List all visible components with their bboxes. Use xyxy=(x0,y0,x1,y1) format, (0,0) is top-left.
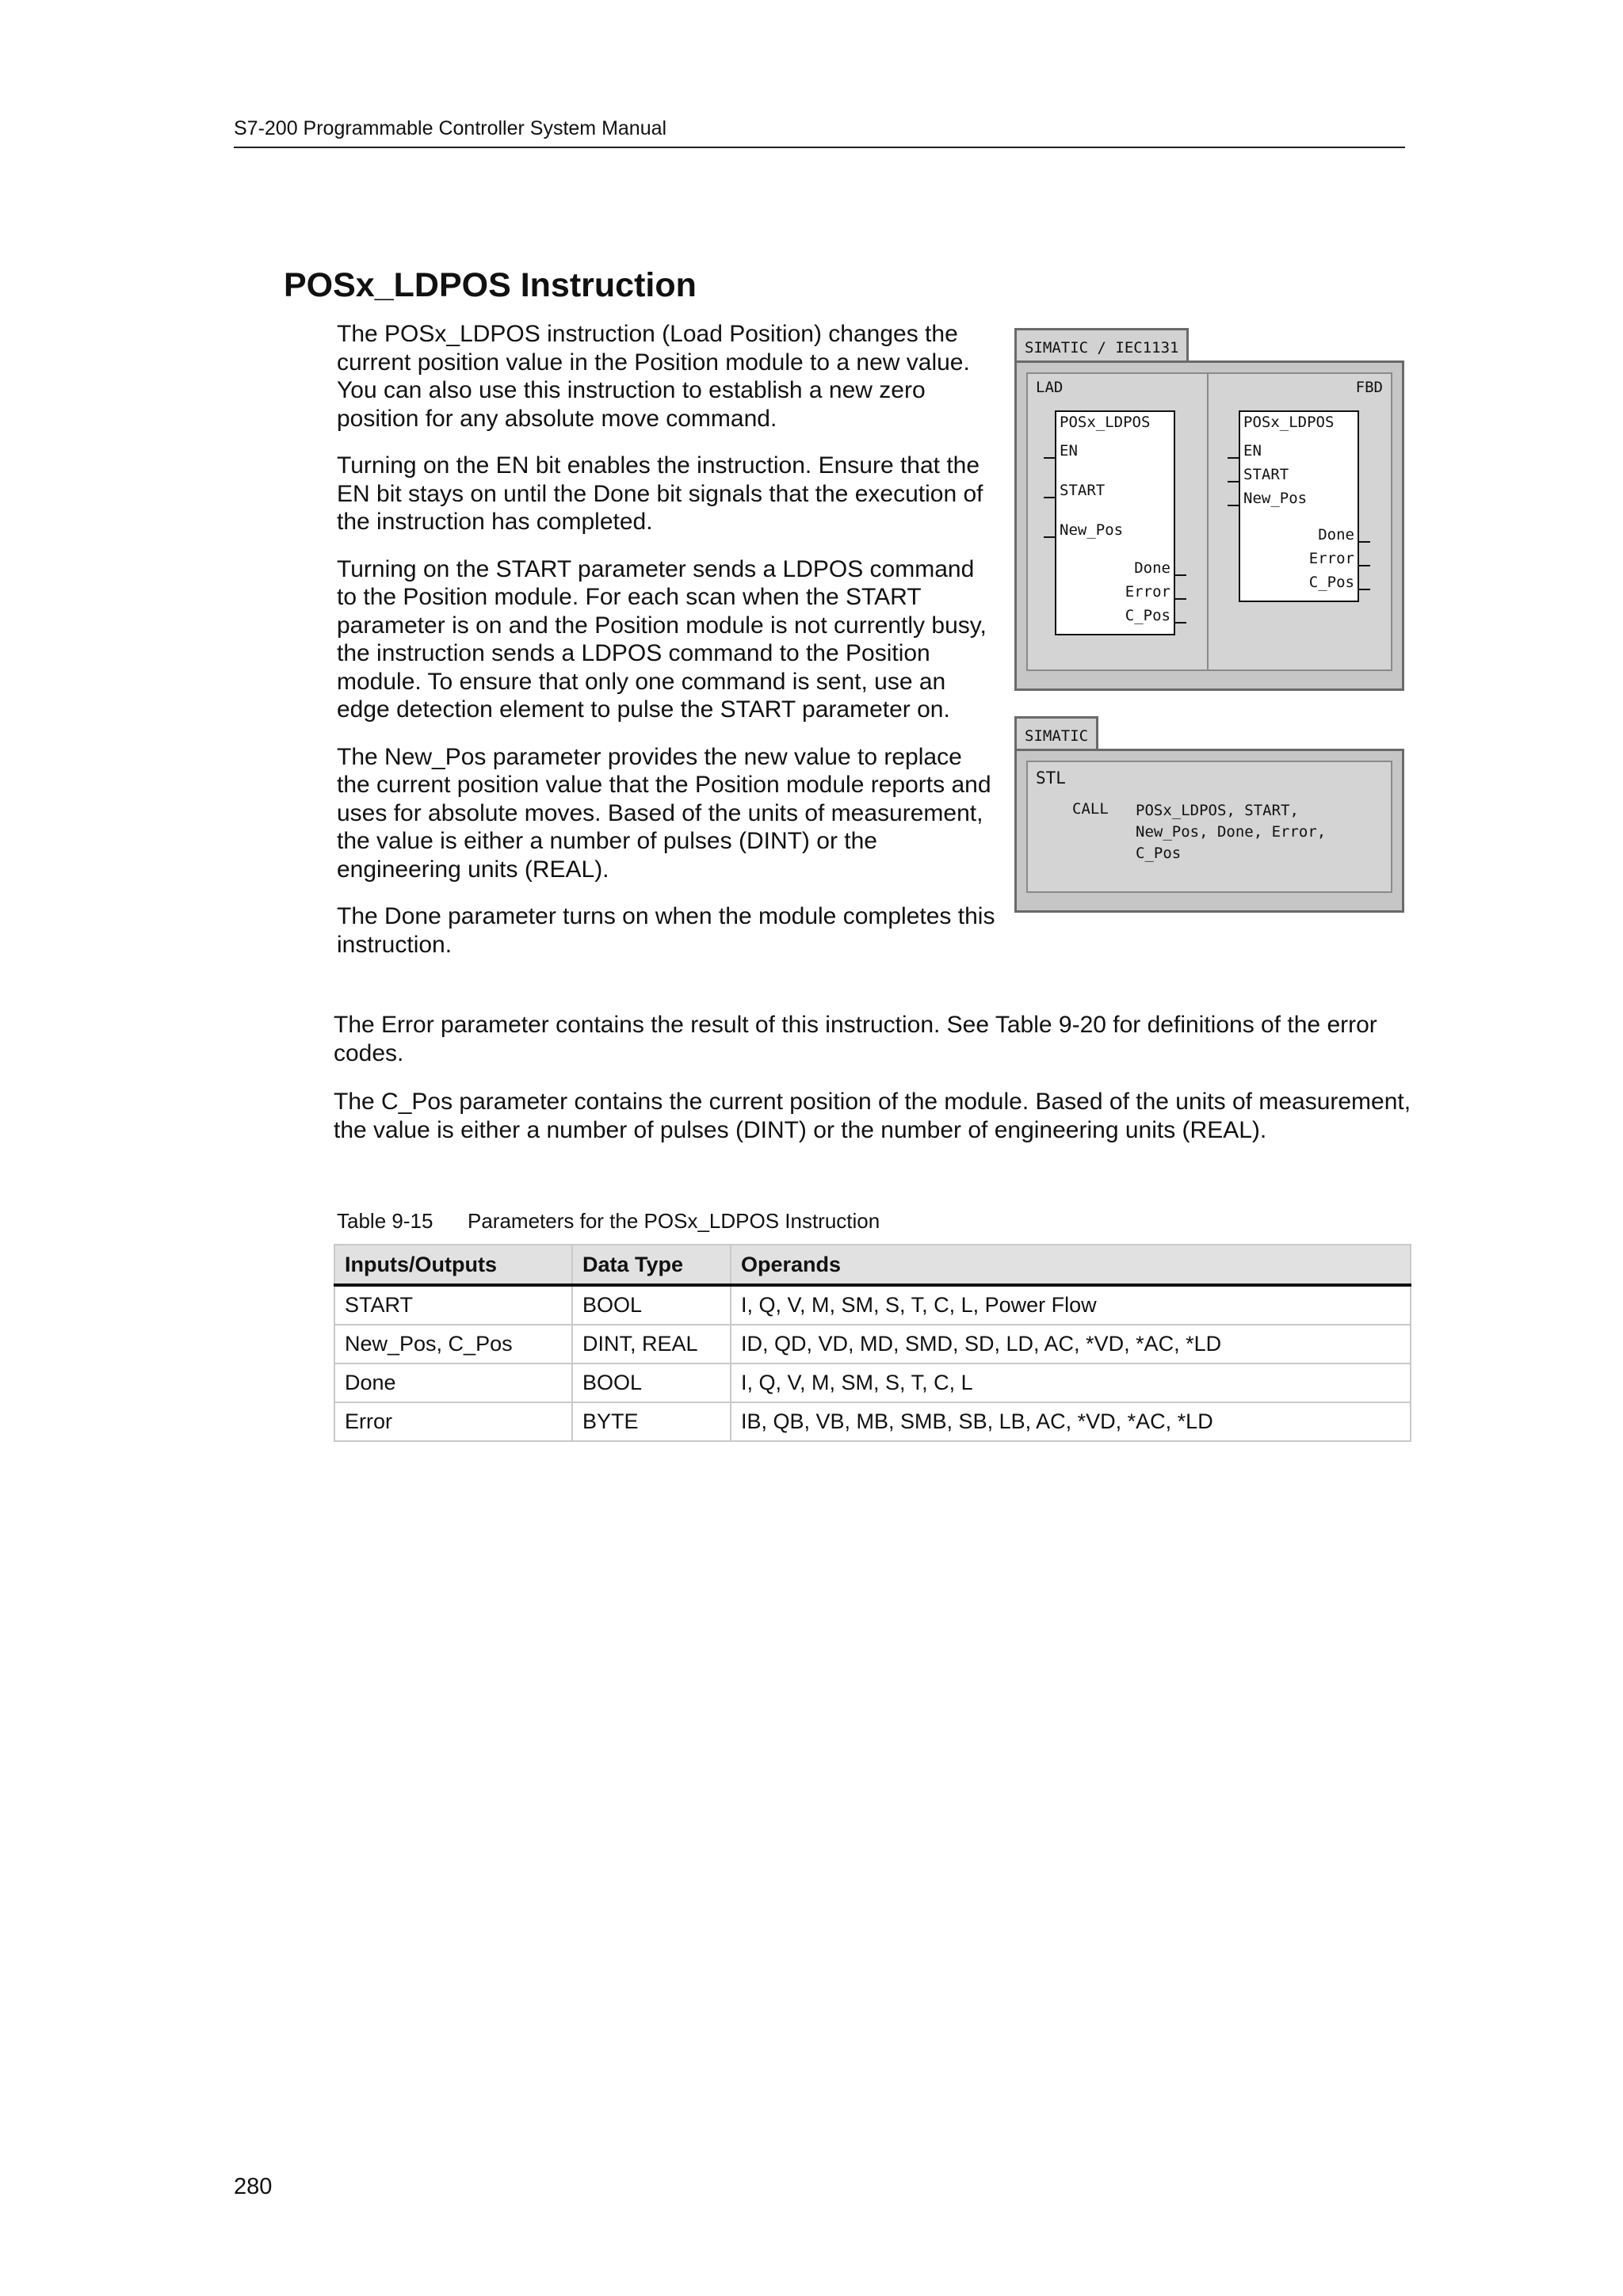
intro-column xyxy=(337,320,999,978)
fbd-new-pos-label: New_Pos xyxy=(1243,490,1308,507)
stl-pane xyxy=(1026,761,1392,893)
header-operands: Operands xyxy=(731,1245,1411,1285)
lad-c-pos-pin xyxy=(1175,622,1186,624)
fbd-c-pos-pin xyxy=(1359,589,1370,590)
lad-new-pos-label: New_Pos xyxy=(1060,521,1124,539)
lad-done-pin xyxy=(1175,574,1186,576)
paragraph-c-pos: The C_Pos parameter contains the current position of the module. Based of the units of measurement, the value is either a number of pulses (DINT) or the number of engineering units (REAL). xyxy=(334,1089,1411,1143)
lad-error-pin xyxy=(1175,598,1186,600)
fbd-error-pin xyxy=(1359,565,1370,566)
lad-error-label: Error xyxy=(1125,583,1170,601)
table-caption xyxy=(337,1209,880,1234)
table-row xyxy=(334,1285,1411,1325)
stl-call-line-3: C_Pos xyxy=(1136,845,1182,862)
fbd-label: FBD xyxy=(1355,379,1383,396)
fbd-en-label: EN xyxy=(1243,442,1262,460)
cell-io: New_Pos, C_Pos xyxy=(334,1325,572,1363)
fbd-pane xyxy=(1207,372,1392,671)
table-header-row xyxy=(334,1245,1411,1285)
lad-start-pin xyxy=(1044,497,1055,498)
lad-label: LAD xyxy=(1036,379,1064,396)
fbd-box-title: POSx_LDPOS xyxy=(1243,414,1335,431)
table-number: Table 9-15 xyxy=(337,1209,433,1233)
stl-label: STL xyxy=(1036,769,1066,788)
fbd-done-label: Done xyxy=(1318,526,1354,543)
lad-instruction-box xyxy=(1055,410,1175,635)
table-row xyxy=(334,1325,1411,1363)
lad-box-title: POSx_LDPOS xyxy=(1060,414,1151,431)
paragraph-start: Turning on the START parameter sends a LDPOS command to the Position module. For each scan when the START parameter is on and the Position module is not currently busy, the instruction sends a LDPOS command to the Position module. To ensure that only one command is sent, use an edge detection element to pulse the START parameter on. xyxy=(337,555,987,723)
lad-new-pos-pin xyxy=(1044,536,1055,538)
lad-c-pos-label: C_Pos xyxy=(1125,607,1170,624)
lad-en-pin xyxy=(1044,457,1055,459)
lad-pane xyxy=(1026,372,1210,671)
fbd-new-pos-pin xyxy=(1228,505,1239,506)
fbd-error-label: Error xyxy=(1308,550,1354,567)
header-inputs-outputs: Inputs/Outputs xyxy=(334,1245,572,1285)
paragraph-description: The POSx_LDPOS instruction (Load Position) changes the current position value in the Position module to a new value. You can also use this instruction to establish a new zero position for any absolute move command. xyxy=(337,321,970,432)
table-row xyxy=(334,1363,1411,1402)
cell-type: DINT, REAL xyxy=(572,1325,731,1363)
stl-graphic xyxy=(1014,716,1404,913)
cell-operands: ID, QD, VD, MD, SMD, SD, LD, AC, *VD, *AC, *LD xyxy=(731,1325,1411,1363)
cell-type: BOOL xyxy=(572,1285,731,1325)
header-data-type: Data Type xyxy=(572,1245,731,1285)
fbd-start-label: START xyxy=(1243,466,1289,483)
cell-io: Done xyxy=(334,1363,572,1402)
paragraph-en: Turning on the EN bit enables the instruction. Ensure that the EN bit stays on until the Done bit signals that the execution of the instruction has completed. xyxy=(337,452,983,535)
parameters-table xyxy=(334,1244,1411,1442)
page-number: 280 xyxy=(234,2174,273,2199)
simatic-tab: SIMATIC xyxy=(1014,716,1098,751)
table-title: Parameters for the POSx_LDPOS Instruction xyxy=(468,1209,880,1233)
lad-en-label: EN xyxy=(1060,442,1078,460)
cell-operands: IB, QB, VB, MB, SMB, SB, LB, AC, *VD, *AC, *LD xyxy=(731,1402,1411,1441)
fbd-c-pos-label: C_Pos xyxy=(1308,574,1354,591)
fbd-en-pin xyxy=(1228,457,1239,459)
section-title: POSx_LDPOS Instruction xyxy=(284,266,697,304)
cell-type: BOOL xyxy=(572,1363,731,1402)
lad-start-label: START xyxy=(1060,482,1106,499)
cell-operands: I, Q, V, M, SM, S, T, C, L xyxy=(731,1363,1411,1402)
table-row xyxy=(334,1402,1411,1441)
paragraph-error: The Error parameter contains the result of this instruction. See Table 9-20 for definitions of the error codes. xyxy=(334,1012,1377,1066)
paragraph-done: The Done parameter turns on when the module completes this instruction. xyxy=(337,903,995,958)
cell-operands: I, Q, V, M, SM, S, T, C, L, Power Flow xyxy=(731,1285,1411,1325)
fbd-done-pin xyxy=(1359,541,1370,543)
paragraph-new-pos: The New_Pos parameter provides the new value to replace the current position value that the Position module reports and uses for absolute moves. Based of the units of measurement, the value is either a number of pulses (DINT) or the engineering units (REAL). xyxy=(337,743,991,883)
fbd-start-pin xyxy=(1228,481,1239,482)
running-header: S7-200 Programmable Controller System Manual xyxy=(234,117,1405,148)
cell-type: BYTE xyxy=(572,1402,731,1441)
stl-frame xyxy=(1014,749,1404,913)
fbd-instruction-box xyxy=(1239,410,1359,602)
stl-call-line-1: POSx_LDPOS, START, xyxy=(1136,802,1299,819)
lad-fbd-frame xyxy=(1014,360,1404,691)
stl-call-keyword: CALL xyxy=(1072,800,1109,818)
lad-fbd-graphic xyxy=(1014,328,1404,691)
stl-call-line-2: New_Pos, Done, Error, xyxy=(1136,823,1327,841)
lad-done-label: Done xyxy=(1134,559,1170,577)
cell-io: Error xyxy=(334,1402,572,1441)
details-column xyxy=(334,1011,1411,1165)
cell-io: START xyxy=(334,1285,572,1325)
simatic-iec-tab: SIMATIC / IEC1131 xyxy=(1014,328,1189,363)
